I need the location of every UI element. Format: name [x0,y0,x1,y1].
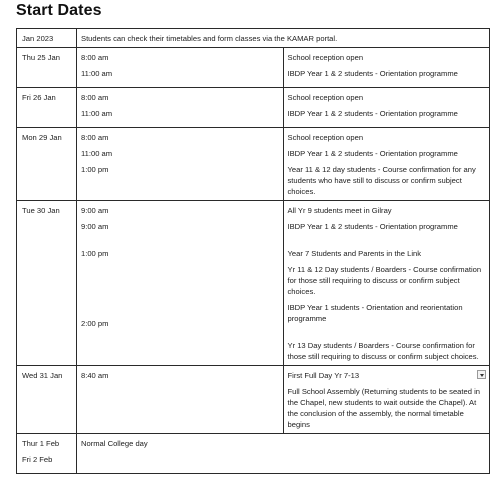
time-cell [77,48,284,88]
event-text: IBDP Year 1 & 2 students - Orientation programme [287,149,458,158]
time-value: 11:00 am [81,109,113,118]
table-row [17,128,490,201]
time-value: 11:00 am [81,69,113,78]
event-cell [283,48,490,88]
time-value: 2:00 pm [81,319,109,328]
event-text: IBDP Year 1 & 2 students - Orientation programme [287,69,458,78]
time-value: 9:00 am [81,206,109,215]
event-text: First Full Day Yr 7-13 [287,371,360,380]
event-text: Full School Assembly (Returning students to be seated in the Chapel, new students to wait outside the Chapel). At the conclusion of the assembly, the normal timetable begins [287,387,480,429]
time-value: 8:40 am [81,371,109,380]
event-text: Year 11 & 12 day students - Course confirmation for any students who have still to discuss or confirm subject choices. [287,165,476,196]
event-text: Yr 13 Day students / Boarders - Course confirmation for those still requiring to discuss or confirm subject choices. [287,341,479,361]
event-text: Year 7 Students and Parents in the Link [287,249,422,258]
time-value: 9:00 am [81,222,109,231]
date-value: Fri 2 Feb [22,455,53,464]
time-cell [77,88,284,128]
event-text: School reception open [287,133,364,142]
note-cell: Students can check their timetables and form classes via the KAMAR portal. [77,29,490,48]
date-cell: Wed 31 Jan [17,366,77,434]
time-value: 8:00 am [81,53,109,62]
event-cell [283,366,490,434]
event-text: IBDP Year 1 & 2 students - Orientation programme [287,109,458,118]
date-cell [17,434,77,474]
table-row [17,88,490,128]
page-title: Start Dates [16,2,102,19]
event-text: IBDP Year 1 & 2 students - Orientation programme [287,222,458,231]
table-row [17,366,490,434]
date-cell: Mon 29 Jan [17,128,77,201]
time-value: 8:00 am [81,93,109,102]
event-cell [283,128,490,201]
time-cell [77,201,284,366]
event-cell [283,88,490,128]
table-row [17,201,490,366]
date-cell: Fri 26 Jan [17,88,77,128]
date-cell: Jan 2023 [17,29,77,48]
event-text: School reception open [287,93,364,102]
table-row [17,434,490,474]
event-text: Yr 11 & 12 Day students / Boarders - Course confirmation for those still requiring to discuss or confirm subject choices. [287,265,482,296]
event-text: School reception open [287,53,364,62]
time-value: 1:00 pm [81,165,109,174]
event-text: All Yr 9 students meet in Gilray [287,206,392,215]
date-value: Thur 1 Feb [22,439,60,448]
dropdown-toggle-icon[interactable] [477,370,486,379]
event-cell [283,201,490,366]
date-cell: Tue 30 Jan [17,201,77,366]
table-row [17,29,490,48]
note-cell: Normal College day [77,434,490,474]
table-row [17,48,490,88]
time-value: 1:00 pm [81,249,109,258]
time-value: 8:00 am [81,133,109,142]
event-text: IBDP Year 1 students - Orientation and reorientation programme [287,303,463,323]
time-value: 11:00 am [81,149,113,158]
start-dates-table [16,28,490,474]
time-cell [77,366,284,434]
time-cell [77,128,284,201]
date-cell: Thu 25 Jan [17,48,77,88]
